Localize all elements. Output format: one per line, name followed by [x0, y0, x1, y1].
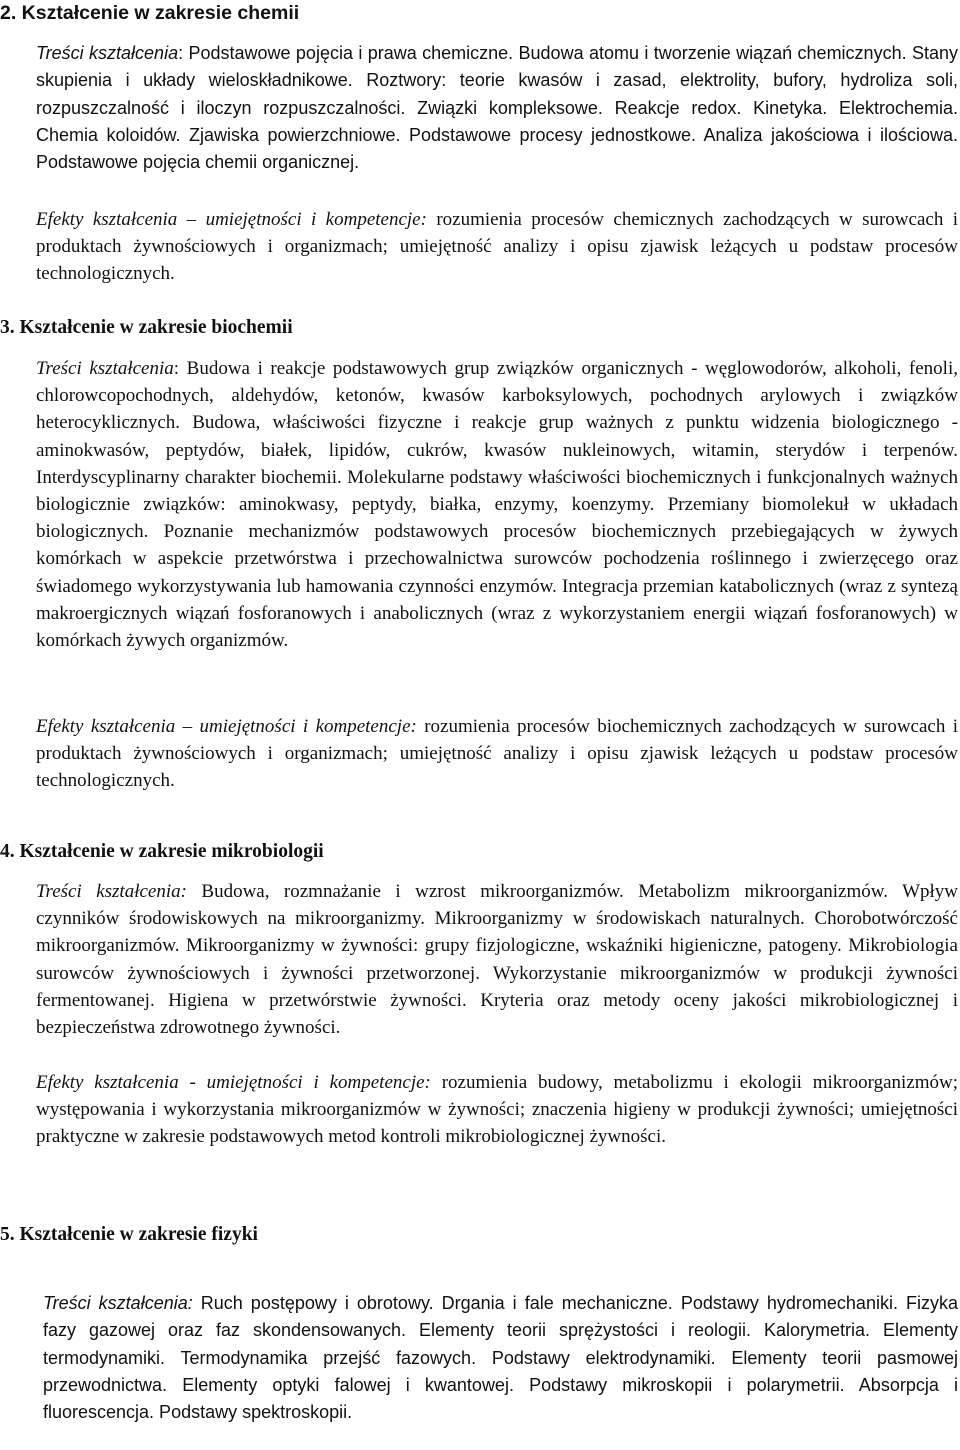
microbiology-content-label: Treści kształcenia:	[36, 881, 187, 902]
biochemistry-effects-label: Efekty kształcenia – umiejętności i kompetencje:	[36, 716, 417, 737]
physics-content-text: Ruch postępowy i obrotowy. Drgania i fale mechaniczne. Podstawy hydromechaniki. Fizyka fazy gazowej oraz faz skondensowanych. Elementy teorii sprężystości i reologii. Kalorymetria. Elementy termodynamiki. Termodynamika przejść fazowych. Podstawy elektrodynamiki. Elementy teorii pasmowej przewodnictwa. Elementy optyki falowej i kwantowej. Podstawy mikroskopii i polarymetrii. Absorpcja i fluorescencja. Podstawy spektroskopii.	[43, 1293, 958, 1423]
microbiology-effects-text: rozumienia budowy, metabolizmu i ekologii mikroorganizmów; występowania i wykorzystania mikroorganizmów w żywności; znaczenia higieny w produkcji żywności; umiejętności praktyczne w zakresie podstawowych metod kontroli mikrobiologicznej żywności.	[36, 1072, 959, 1148]
chemistry-effects-label: Efekty kształcenia – umiejętności i kompetencje:	[36, 209, 427, 230]
chemistry-content-paragraph: Treści kształcenia: Podstawowe pojęcia i prawa chemiczne. Budowa atomu i tworzenie wiązań chemicznych. Stany skupienia i układy wieloskładnikowe. Roztwory: teorie kwasów i zasad, elektrolity, bufory, hydroliza soli, rozpuszczalność i iloczyn rozpuszczalności. Związki kompleksowe. Reakcje redox. Kinetyka. Elektrochemia. Chemia koloidów. Zjawiska powierzchniowe. Podstawowe procesy jednostkowe. Analiza jakościowa i ilościowa. Podstawowe pojęcia chemii organicznej.	[36, 43, 958, 173]
section-heading-biochemistry: 3. Kształcenie w zakresie biochemii	[0, 317, 293, 338]
microbiology-content-paragraph	[36, 878, 958, 1041]
section-heading-microbiology: 4. Kształcenie w zakresie mikrobiologii	[0, 841, 324, 862]
biochemistry-content-label: Treści kształcenia	[36, 358, 174, 379]
biochemistry-effects-text: rozumienia procesów biochemicznych zachodzących w surowcach i produktach żywnościowych i organizmach; umiejętność analizy i opisu zjawisk leżących u podstaw procesów technologicznych.	[36, 716, 959, 792]
physics-content-paragraph	[43, 1290, 958, 1426]
chemistry-effects-text: rozumienia procesów chemicznych zachodzących w surowcach i produktach żywnościowych i organizmach; umiejętność analizy i opisu zjawisk leżących u podstaw procesów technologicznych.	[36, 209, 959, 285]
chemistry-content-label: Treści kształcenia	[36, 43, 179, 63]
section-heading-chemistry: 2. Kształcenie w zakresie chemii	[0, 2, 300, 24]
microbiology-effects-paragraph	[36, 1069, 958, 1151]
biochemistry-content-text: Budowa i reakcje podstawowych grup związków organicznych - węglowodorów, alkoholi, fenoli, chlorowcopochodnych, aldehydów, ketonów, kwasów karboksylowych, pochodnych arylowych i związków heterocyklicznych. Budowa, właściwości fizyczne i reakcje grup ważnych z punktu widzenia biologicznego - aminokwasów, peptydów, białek, lipidów, cukrów, kwasów nukleinowych, witamin, sterydów i terpenów. Interdyscyplinarny charakter biochemii. Molekularne podstawy właściwości biochemicznych i funkcjonalnych ważnych biologicznie związków: aminokwasy, peptydy, białka, enzymy, koenzymy. Przemiany biomolekuł w układach biologicznych. Poznanie mechanizmów podstawowych procesów biochemicznych przebiegających w żywych komórkach w aspekcie przetwórstwa i przechowalnictwa surowców pochodzenia roślinnego i zwierzęcego oraz świadomego wykorzystywania lub hamowania czynności enzymów. Integracja przemian katabolicznych (wraz z syntezą makroergicznych wiązań fosforanowych i anabolicznych (wraz z wykorzystaniem energii wiązań fosforanowych) w komórkach żywych organizmów.	[36, 358, 958, 652]
chemistry-content-text: Podstawowe pojęcia i prawa chemiczne. Budowa atomu i tworzenie wiązań chemicznych. Stany skupienia i układy wieloskładnikowe. Roztwory: teorie kwasów i zasad, elektrolity, bufory, hydroliza soli, rozpuszczalność i iloczyn rozpuszczalności. Związki kompleksowe. Reakcje redox. Kinetyka. Elektrochemia. Chemia koloidów. Zjawiska powierzchniowe. Podstawowe procesy jednostkowe. Analiza jakościowa i ilościowa. Podstawowe pojęcia chemii organicznej.	[36, 43, 958, 173]
biochemistry-effects-paragraph	[36, 713, 958, 795]
chemistry-effects-paragraph	[36, 206, 958, 288]
section-heading-physics: 5. Kształcenie w zakresie fizyki	[0, 1224, 258, 1245]
microbiology-content-text: Budowa, rozmnażanie i wzrost mikroorganizmów. Metabolizm mikroorganizmów. Wpływ czynników środowiskowych na mikroorganizmy. Mikroorganizmy w środowiskach naturalnych. Chorobotwórczość mikroorganizmów. Mikroorganizmy w żywności: grupy fizjologiczne, wskaźniki higieniczne, patogeny. Mikrobiologia surowców żywnościowych i żywności przetworzonej. Wykorzystanie mikroorganizmów w produkcji żywności fermentowanej. Higiena w przetwórstwie żywności. Kryteria oraz metody oceny jakości mikrobiologicznej i bezpieczeństwa zdrowotnego żywności.	[36, 881, 959, 1039]
microbiology-effects-label: Efekty kształcenia - umiejętności i kompetencje:	[36, 1072, 431, 1093]
physics-content-label: Treści kształcenia:	[43, 1293, 193, 1313]
biochemistry-content-paragraph: Treści kształcenia: Budowa i reakcje podstawowych grup związków organicznych - węglowodorów, alkoholi, fenoli, chlorowcopochodnych, aldehydów, ketonów, kwasów karboksylowych, pochodnych arylowych i związków heterocyklicznych. Budowa, właściwości fizyczne i reakcje grup ważnych z punktu widzenia biologicznego - aminokwasów, peptydów, białek, lipidów, cukrów, kwasów nukleinowych, witamin, sterydów i terpenów. Interdyscyplinarny charakter biochemii. Molekularne podstawy właściwości biochemicznych i funkcjonalnych ważnych biologicznie związków: aminokwasy, peptydy, białka, enzymy, koenzymy. Przemiany biomolekuł w układach biologicznych. Poznanie mechanizmów podstawowych procesów biochemicznych przebiegających w żywych komórkach w aspekcie przetwórstwa i przechowalnictwa surowców pochodzenia roślinnego i zwierzęcego oraz świadomego wykorzystywania lub hamowania czynności enzymów. Integracja przemian katabolicznych (wraz z syntezą makroergicznych wiązań fosforanowych i anabolicznych (wraz z wykorzystaniem energii wiązań fosforanowych) w komórkach żywych organizmów.	[36, 358, 958, 652]
